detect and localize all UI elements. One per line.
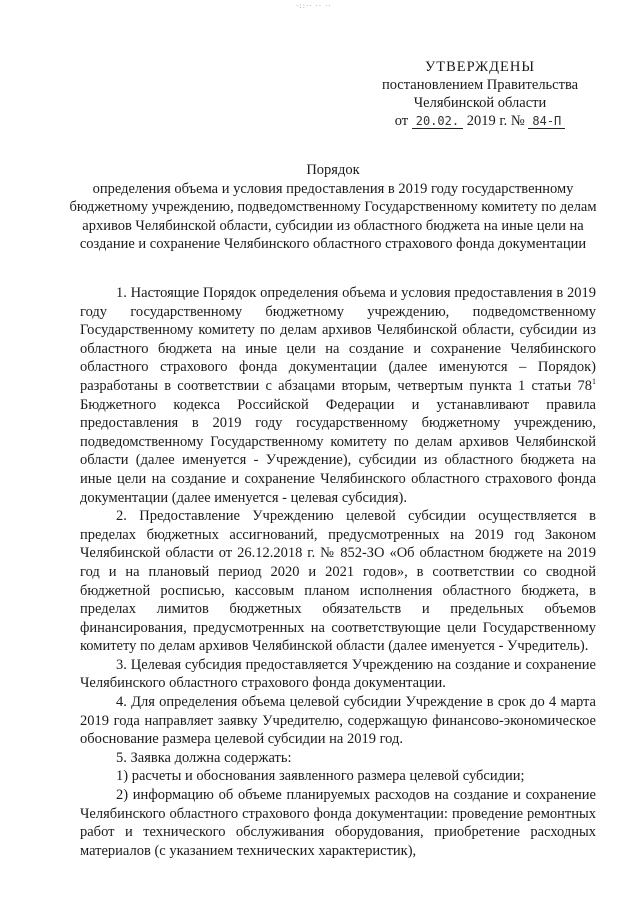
document-title: Порядок <box>306 162 360 178</box>
paragraph-1-part-b: Бюджетного кодекса Российской Федерации и устанавливают правила предоставления в 2019 году государственному бюджетному учреждению, подведомственному Государственному комитету по делам архивов Челябинской области (далее именуется - Учреждение), субсидии из областного бюджета на иные цели на создание и сохранение Челябинского областного страхового фонда документации (далее именуется - целевая субсидия). <box>80 396 596 506</box>
paragraph-1 <box>80 284 596 507</box>
paragraph-1-part-a: 1. Настоящие Порядок определения объема и условия предоставления в 2019 году государственному бюджетному учреждению, подведомственному Государственному комитету по делам архивов Челябинской области, субсидии из областного бюджета на иные цели на создание и сохранение Челябинского областного страхового фонда документации (далее именуются – Порядок) разработаны в соответствии с абзацами вторым, четвертым пункта 1 статьи 78 <box>80 285 596 394</box>
date-prefix: от <box>394 113 409 129</box>
document-subtitle: определения объема и условия предоставления в 2019 году государственному бюджетному учреждению, подведомственному Государственному комитету по делам архивов Челябинской области, субсидии из областного бюджета на иные цели на создание и сохранение Челябинского областного страхового фонда документации <box>69 180 597 253</box>
approval-title: УТВЕРЖДЕНЫ <box>424 59 536 75</box>
handwritten-number: 84-П <box>528 114 565 129</box>
paragraph-5-item-2: 2) информацию об объеме планируемых расходов на создание и сохранение Челябинского областного страхового фонда документации: проведение ремонтных работ и технического обслуживания оборудования, приобретение расходных материалов (с указанием технических характеристик), <box>80 787 596 859</box>
paragraph-2: 2. Предоставление Учреждению целевой субсидии осуществляется в пределах бюджетных ассигнований, предусмотренных на 2019 год Законом Челябинской области от 26.12.2018 г. № 852-ЗО «Об областном бюджете на 2019 год и на плановый период 2020 и 2021 годов», в соответствии со сводной бюджетной росписью, кассовым планом исполнения областного бюджета, в пределах лимитов бюджетных обязательств и предельных объемов финансирования, предусмотренных на соответствующие цели Государственному комитету по делам архивов Челябинской области (далее именуется - Учредитель). <box>80 508 596 655</box>
paragraph-5-item-1: 1) расчеты и обоснования заявленного размера целевой субсидии; <box>116 768 525 785</box>
document-body <box>80 284 596 860</box>
document-heading <box>68 161 598 254</box>
scan-mark: ·::·· ·· ·· <box>296 2 332 10</box>
approval-date-line <box>360 112 600 130</box>
handwritten-date: 20.02. <box>412 114 463 129</box>
paragraph-5: 5. Заявка должна содержать: <box>116 749 292 766</box>
approval-line-1: постановлением Правительства <box>381 77 579 93</box>
paragraph-3: 3. Целевая субсидия предоставляется Учреждению на создание и сохранение Челябинского областного страхового фонда документации. <box>80 656 596 692</box>
approval-line-2: Челябинской области <box>413 95 547 111</box>
paragraph-4: 4. Для определения объема целевой субсидии Учреждение в срок до 4 марта 2019 года направляет заявку Учредителю, содержащую финансово-экономическое обоснование размера целевой субсидии на 2019 год. <box>80 694 596 748</box>
date-year: 2019 г. № <box>466 113 525 129</box>
article-superscript: 1 <box>592 377 596 387</box>
approval-stamp <box>360 58 600 130</box>
